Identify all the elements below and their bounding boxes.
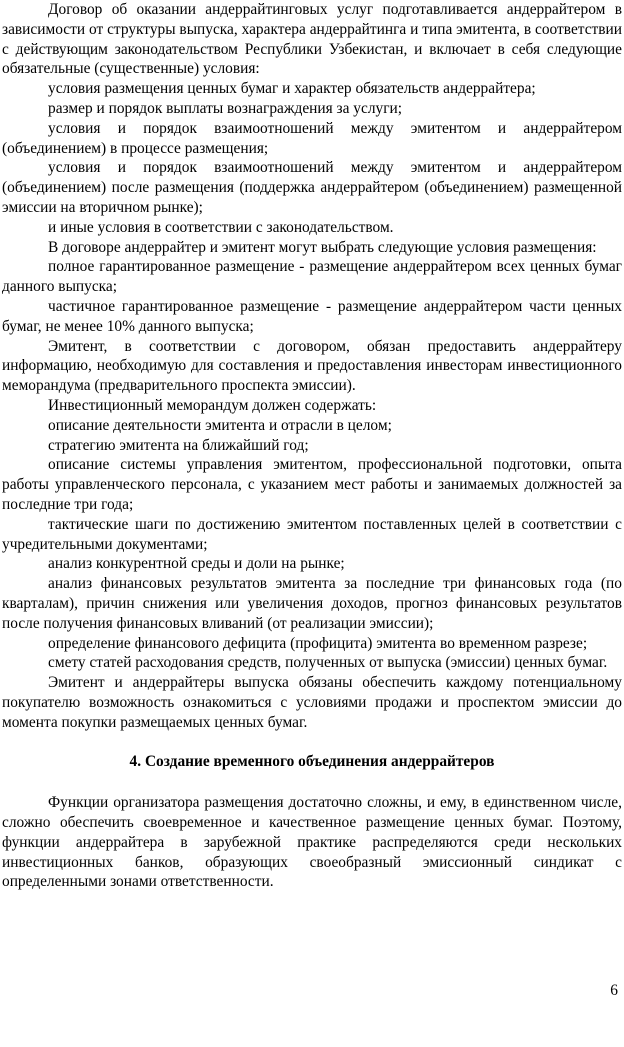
paragraph: условия и порядок взаимоотношений между эмитентом и андеррайтером (объединением) в процессе размещения; — [2, 119, 622, 157]
paragraph: частичное гарантированное размещение - размещение андеррайтером части ценных бумаг, не менее 10% данного выпуска; — [2, 297, 622, 335]
paragraph: описание деятельности эмитента и отрасли в целом; — [48, 416, 392, 434]
document-page — [2, 0, 622, 892]
paragraph: Инвестиционный меморандум должен содержать: — [48, 396, 377, 414]
paragraph: Договор об оказании андеррайтинговых услуг подготавливается андеррайтером в зависимости от структуры выпуска, характера андеррайтинга и типа эмитента, в соответствии с действующим законодательством Республики Узбекистан, и включает в себя следующие обязательные (существенные) условия: — [2, 1, 622, 78]
paragraph: и иные условия в соответствии с законодательством. — [48, 218, 394, 236]
paragraph: Эмитент, в соответствии с договором, обязан предоставить андеррайтеру информацию, необходимую для составления и предоставления инвесторам инвестиционного меморандума (предварительного проспекта эмиссии). — [2, 337, 622, 395]
paragraph: смету статей расходования средств, полученных от выпуска (эмиссии) ценных бумаг. — [48, 654, 608, 672]
paragraph: размер и порядок выплаты вознаграждения за услуги; — [48, 99, 403, 117]
section-heading: 4. Создание временного объединения андеррайтеров — [129, 753, 495, 771]
paragraph: определение финансового дефицита (профицита) эмитента во временном разрезе; — [48, 634, 588, 652]
page-number: 6 — [610, 982, 618, 999]
paragraph: описание системы управления эмитентом, профессиональной подготовки, опыта работы управленческого персонала, с указанием мест работы и занимаемых должностей за последние три года; — [2, 456, 622, 513]
paragraph: анализ конкурентной среды и доли на рынке; — [48, 555, 345, 573]
paragraph: тактические шаги по достижению эмитентом поставленных целей в соответствии с учредительными документами; — [2, 515, 622, 553]
paragraph: В договоре андеррайтер и эмитент могут выбрать следующие условия размещения: — [48, 238, 597, 256]
paragraph: стратегию эмитента на ближайший год; — [48, 436, 309, 454]
paragraph: анализ финансовых результатов эмитента за последние три финансовых года (по кварталам), причин снижения или увеличения доходов, прогноз финансовых результатов после получения финансовых вливаний (от реализации эмиссии); — [2, 575, 622, 632]
paragraph: Функции организатора размещения достаточно сложны, и ему, в единственном числе, сложно обеспечить своевременное и качественное размещение ценных бумаг. Поэтому, функции андеррайтера в зарубежной практике распределяются среди нескольких инвестиционных банков, образующих своеобразный эмиссионный синдикат с определенными зонами ответственности. — [2, 794, 622, 891]
paragraph: условия размещения ценных бумаг и характер обязательств андеррайтера; — [48, 80, 536, 98]
paragraph: полное гарантированное размещение - размещение андеррайтером всех ценных бумаг данного выпуска; — [2, 258, 622, 296]
paragraph: Эмитент и андеррайтеры выпуска обязаны обеспечить каждому потенциальному покупателю возможность ознакомиться с условиями продажи и проспектом эмиссии до момента покупки размещаемых ценных бумаг. — [2, 674, 622, 731]
paragraph: условия и порядок взаимоотношений между эмитентом и андеррайтером (объединением) после размещения (поддержка андеррайтером (объединением) размещенной эмиссии на вторичном рынке); — [2, 159, 622, 216]
